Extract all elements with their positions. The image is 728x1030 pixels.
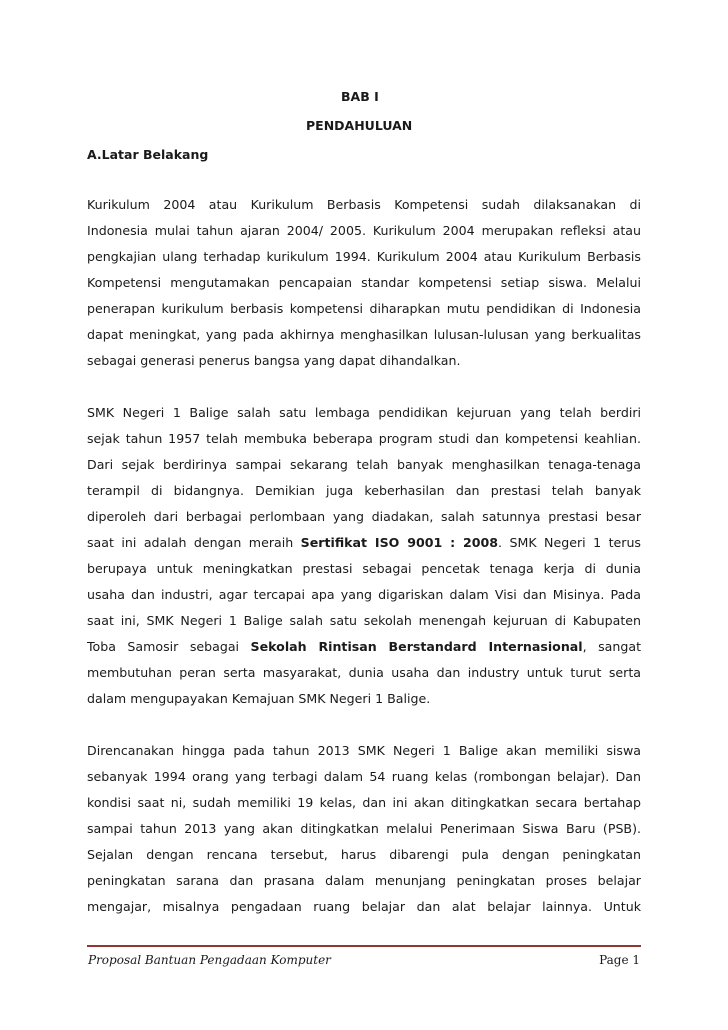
line-text: saat ini adalah dengan meraih (87, 535, 301, 550)
paragraph-line (87, 535, 641, 551)
paragraph-line: penerapan kurikulum berbasis kompetensi diharapkan mutu pendidikan di Indonesia (87, 301, 641, 316)
paragraph-line: dapat meningkat, yang pada akhirnya menghasilkan lulusan-lulusan yang berkualitas (87, 327, 641, 342)
line-text: Toba Samosir sebagai (87, 639, 251, 654)
footer-divider (87, 945, 641, 947)
page-number: Page 1 (599, 953, 640, 967)
paragraph-line: SMK Negeri 1 Balige salah satu lembaga pendidikan kejuruan yang telah berdiri (87, 405, 641, 420)
international-school-highlight: Sekolah Rintisan Berstandard Internasional (250, 639, 583, 654)
paragraph-line: Indonesia mulai tahun ajaran 2004/ 2005. Kurikulum 2004 merupakan refleksi atau (87, 223, 641, 238)
line-text: , sangat (582, 639, 642, 654)
paragraph-line: usaha dan industri, agar tercapai apa yang digariskan dalam Visi dan Misinya. Pada (87, 587, 641, 602)
paragraph-line: Dari sejak berdirinya sampai sekarang telah banyak menghasilkan tenaga-tenaga (87, 457, 641, 472)
line-text: . SMK Negeri 1 terus (498, 535, 641, 550)
paragraph-line: Sejalan dengan rencana tersebut, harus dibarengi pula dengan peningkatan (87, 847, 641, 862)
paragraph-line: sejak tahun 1957 telah membuka beberapa program studi dan kompetensi keahlian. (87, 431, 641, 446)
section-title: A.Latar Belakang (87, 147, 209, 162)
footer-title: Proposal Bantuan Pengadaan Komputer (88, 953, 331, 967)
paragraph-line (87, 639, 641, 655)
paragraph-line: diperoleh dari berbagai perlombaan yang diadakan, salah satunnya prestasi besar (87, 509, 641, 524)
paragraph-line: saat ini, SMK Negeri 1 Balige salah satu sekolah menengah kejuruan di Kabupaten (87, 613, 641, 628)
chapter-title: PENDAHULUAN (306, 118, 413, 133)
paragraph-line: kondisi saat ni, sudah memiliki 19 kelas, dan ini akan ditingkatkan secara bertahap (87, 795, 641, 810)
iso-certificate-highlight: Sertifikat ISO 9001 : 2008 (300, 535, 499, 550)
paragraph-line: Direncanakan hingga pada tahun 2013 SMK Negeri 1 Balige akan memiliki siswa (87, 743, 641, 758)
paragraph-line: Kurikulum 2004 atau Kurikulum Berbasis Kompetensi sudah dilaksanakan di (87, 197, 641, 212)
paragraph-line: Kompetensi mengutamakan pencapaian standar kompetensi setiap siswa. Melalui (87, 275, 641, 290)
chapter-label: BAB I (341, 89, 379, 104)
paragraph-line: sebanyak 1994 orang yang terbagi dalam 54 ruang kelas (rombongan belajar). Dan (87, 769, 641, 784)
paragraph-line: mengajar, misalnya pengadaan ruang belajar dan alat belajar lainnya. Untuk (87, 899, 641, 914)
paragraph-line: dalam mengupayakan Kemajuan SMK Negeri 1 Balige. (87, 691, 431, 706)
paragraph-line: terampil di bidangnya. Demikian juga keberhasilan dan prestasi telah banyak (87, 483, 641, 498)
paragraph-line: pengkajian ulang terhadap kurikulum 1994. Kurikulum 2004 atau Kurikulum Berbasis (87, 249, 641, 264)
paragraph-line: berupaya untuk meningkatkan prestasi sebagai pencetak tenaga kerja di dunia (87, 561, 641, 576)
paragraph-line: membutuhan peran serta masyarakat, dunia usaha dan industry untuk turut serta (87, 665, 641, 680)
paragraph-line: sebagai generasi penerus bangsa yang dapat dihandalkan. (87, 353, 461, 368)
paragraph-line: peningkatan sarana dan prasana dalam menunjang peningkatan proses belajar (87, 873, 641, 888)
paragraph-line: sampai tahun 2013 yang akan ditingkatkan melalui Penerimaan Siswa Baru (PSB). (87, 821, 641, 836)
